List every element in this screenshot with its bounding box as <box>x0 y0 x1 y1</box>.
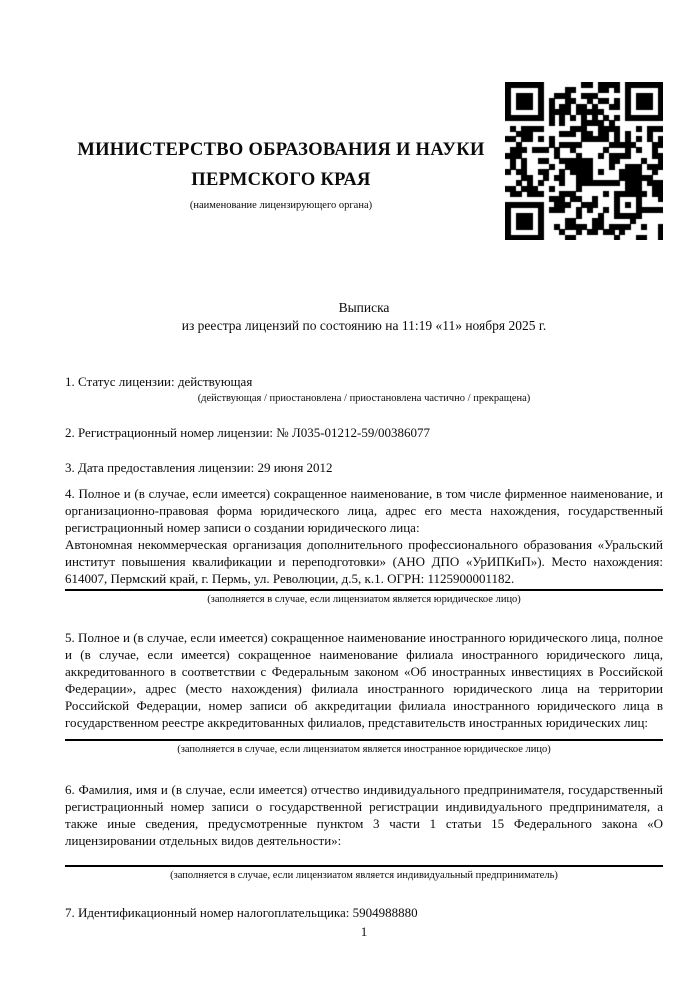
foreign-entity-note: (заполняется в случае, если лицензиатом является иностранное юридическое лицо) <box>177 744 551 755</box>
individual-entrepreneur-note: (заполняется в случае, если лицензиатом является индивидуальный предприниматель) <box>170 870 558 881</box>
document-title <box>65 299 663 335</box>
document-title-line1: Выписка <box>338 300 390 315</box>
org-name-line1: МИНИСТЕРСТВО ОБРАЗОВАНИЯ И НАУКИ <box>77 140 485 160</box>
item-individual-entrepreneur <box>65 781 663 883</box>
page-number: 1 <box>360 924 368 939</box>
item-foreign-entity <box>65 629 663 757</box>
legal-entity-note: (заполняется в случае, если лицензиатом является юридическое лицо) <box>207 594 521 605</box>
legal-entity-label: 4. Полное и (в случае, если имеется) сокращенное наименование, в том числе фирменное наименование, и организационно-правовая форма юридического лица, адрес его места нахождения, государственный регистрационный номер записи о создании юридического лица: <box>65 486 663 535</box>
individual-entrepreneur-label: 6. Фамилия, имя и (в случае, если имеется) отчество индивидуального предпринимателя, государственный регистрационный номер записи о государственной регистрации индивидуального предпринимателя, а также иные сведения, предусмотренные пунктом 3 части 1 статьи 15 Федерального закона «О лицензировании отдельных видов деятельности»: <box>65 782 663 848</box>
item-registration-number <box>65 424 663 441</box>
item-license-status <box>65 373 663 406</box>
registration-number-text: 2. Регистрационный номер лицензии: № Л035-01212-59/00386077 <box>65 425 431 440</box>
license-status-text: 1. Статус лицензии: действующая <box>65 374 253 389</box>
document-body <box>0 299 700 921</box>
qr-code-icon <box>505 82 663 240</box>
license-date-text: 3. Дата предоставления лицензии: 29 июня 2012 <box>65 460 333 475</box>
licensing-authority-block <box>65 135 497 213</box>
license-status-note: (действующая / приостановлена / приостановлена частично / прекращена) <box>197 393 531 404</box>
org-name-line2: ПЕРМСКОГО КРАЯ <box>191 170 371 190</box>
item-taxpayer-number <box>65 904 663 921</box>
document-title-line2: из реестра лицензий по состоянию на 11:19 «11» ноября 2025 г. <box>181 318 547 333</box>
item-license-date <box>65 459 663 476</box>
foreign-entity-label: 5. Полное и (в случае, если имеется) сокращенное наименование иностранного юридического лица, полное и (в случае, если имеется) сокращенное наименование филиала иностранного юридического лица, аккредитованного в соответствии с Федеральным законом «Об иностранных инвестициях в Российской Федерации», адрес (место нахождения) филиала иностранного юридического лица на территории Российской Федерации, номер записи об аккредитации филиала иностранного юридического лица в государственном реестре аккредитованных филиалов, представительств иностранных юридических лиц: <box>65 630 663 730</box>
item-legal-entity <box>65 485 663 607</box>
taxpayer-number-text: 7. Идентификационный номер налогоплательщика: 5904988880 <box>65 905 418 920</box>
document-header <box>0 135 700 213</box>
org-name-caption: (наименование лицензирующего органа) <box>189 200 373 211</box>
legal-entity-value: Автономная некоммерческая организация дополнительного профессионального образования «Уральский институт повышения квалификации и переподготовки» (АНО ДПО «УрИПКиП»). Место нахождения: 614007, Пермский край, г. Пермь, ул. Революции, д.5, к.1. ОГРН: 1125900001182. <box>65 537 663 586</box>
